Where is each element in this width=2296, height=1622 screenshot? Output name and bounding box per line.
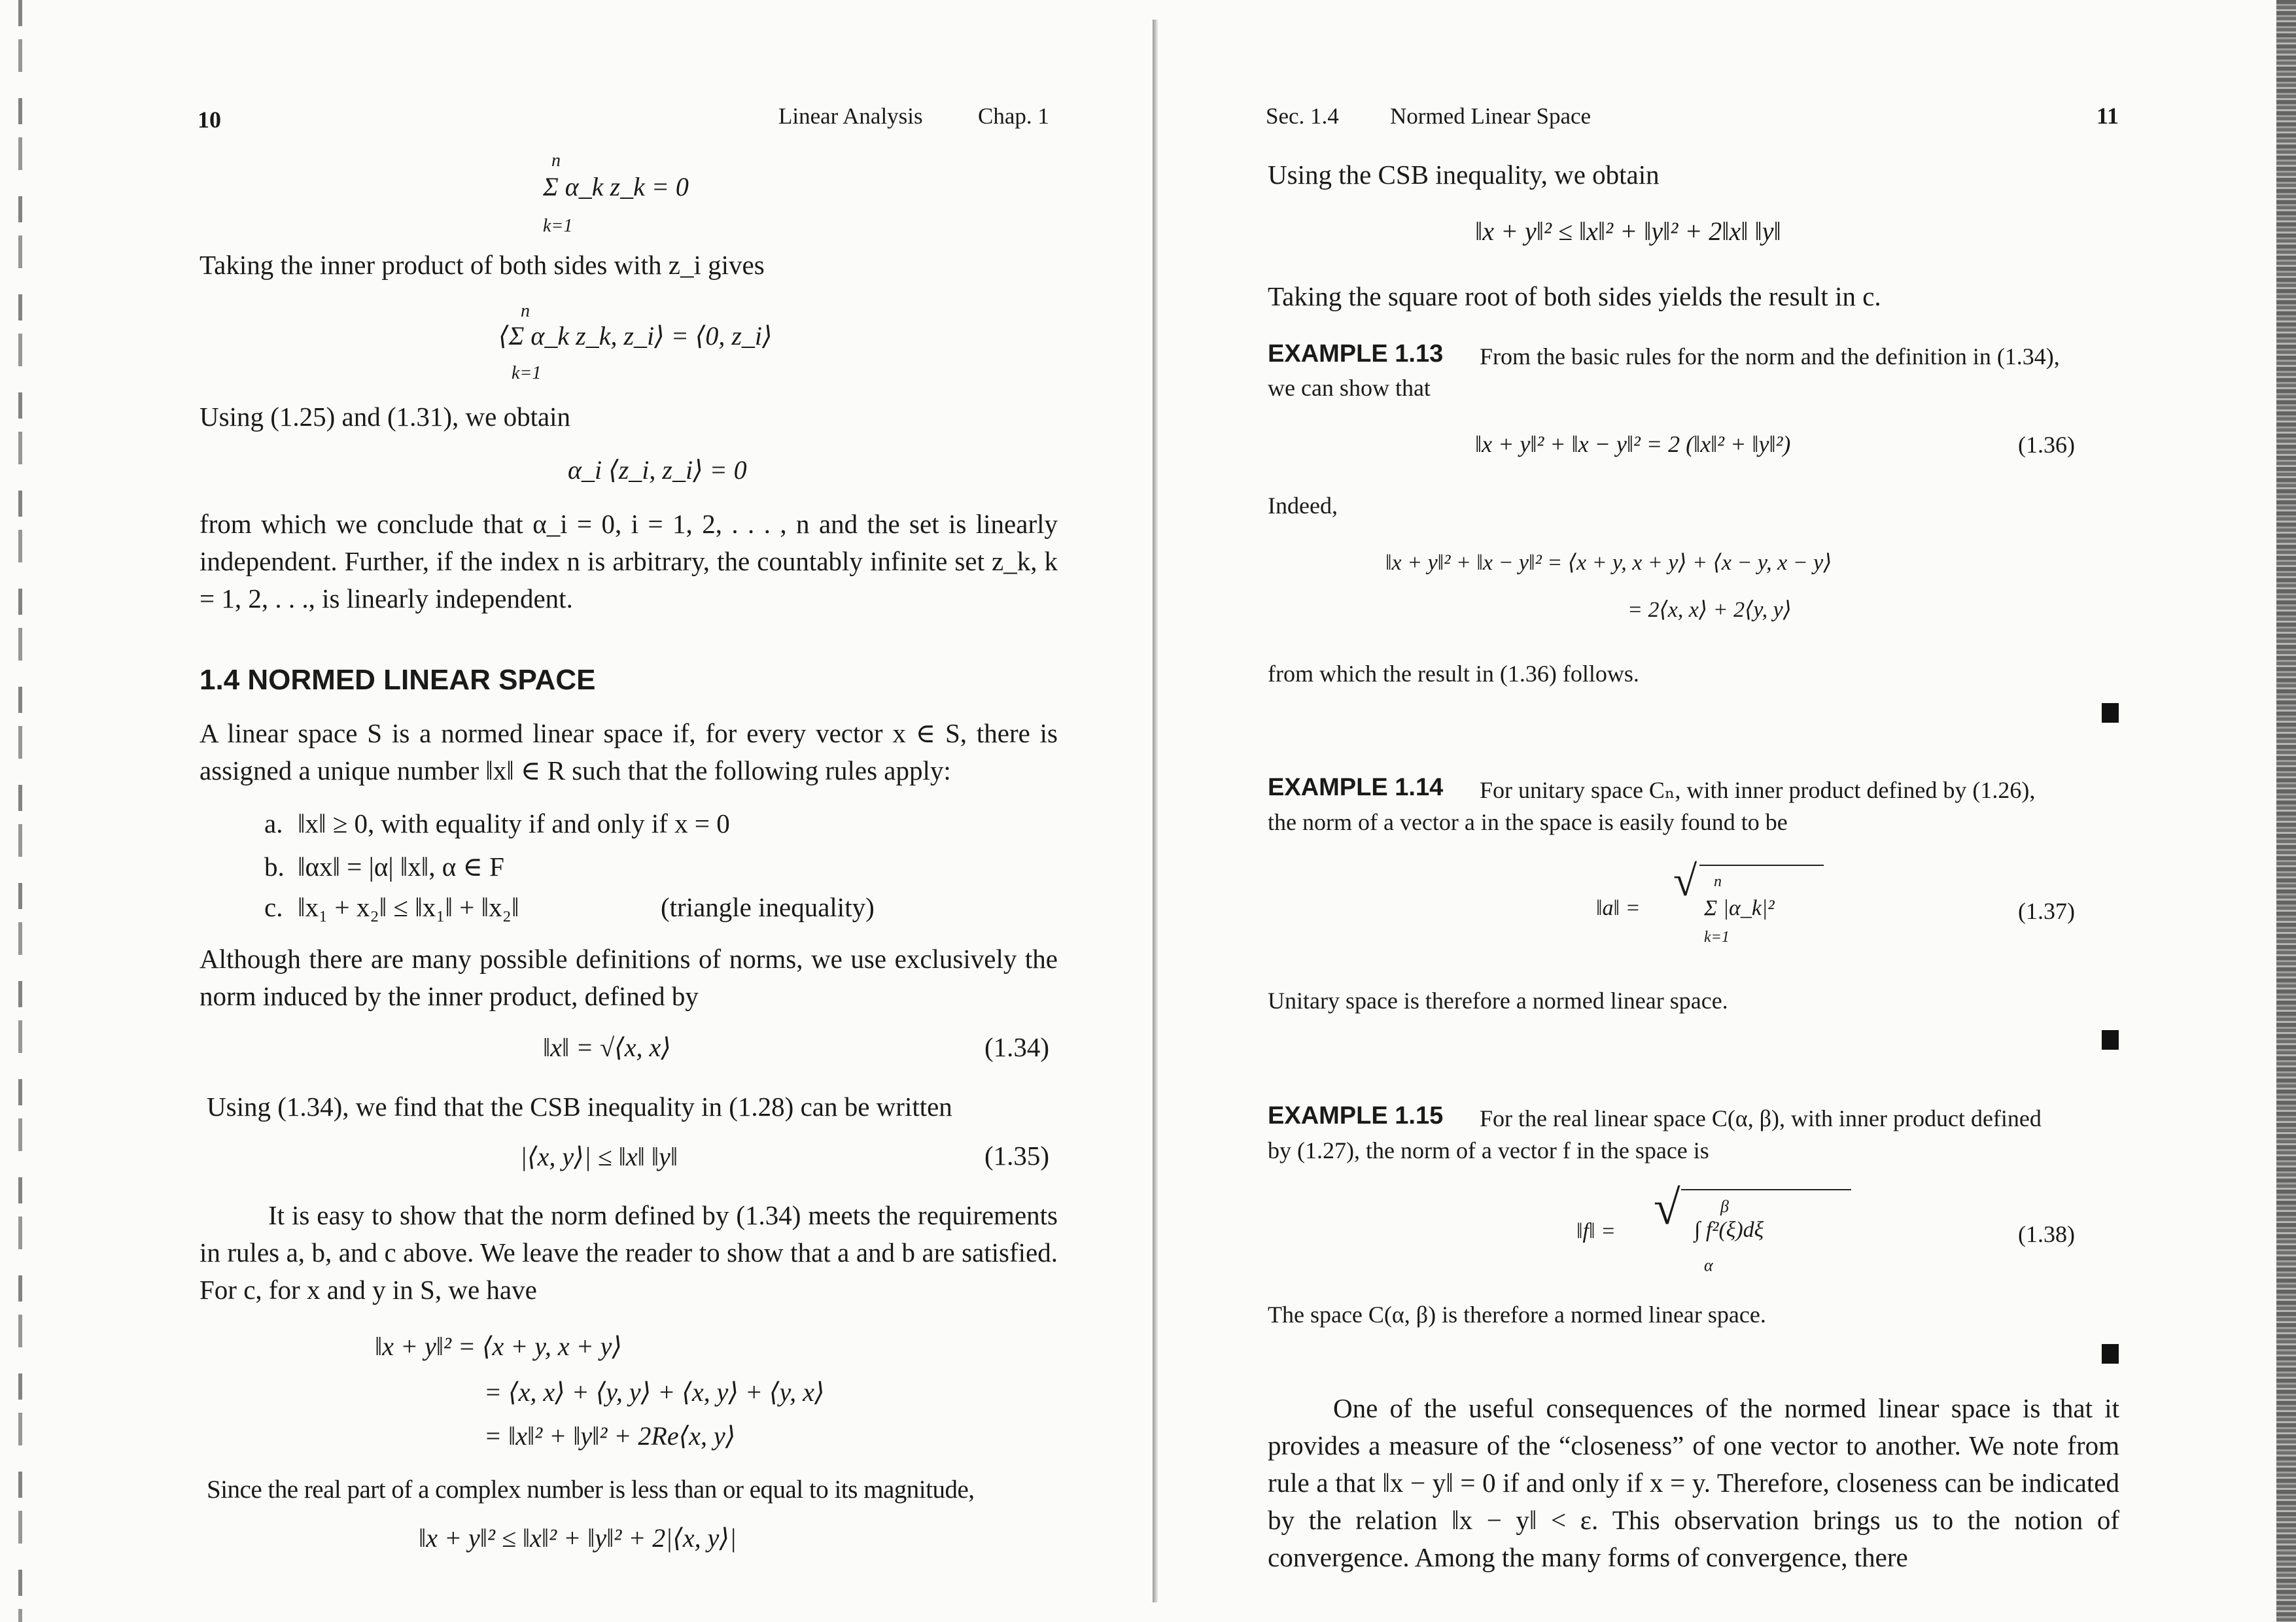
equation-last: ‖x + y‖² ≤ ‖x‖² + ‖y‖² + 2|⟨x, y⟩| bbox=[419, 1523, 737, 1553]
paragraph-independent: from which we conclude that α_i = 0, i = 1, 2, . . . , n and the set is linearly independent. Further, if the index n is arbitrary, the countably infinite set z_k, k = 1, 2, . . ., is linearly independent. bbox=[200, 509, 1058, 613]
example-113-label: EXAMPLE 1.13 bbox=[1268, 340, 1444, 368]
sqrt-bar-138 bbox=[1681, 1189, 1851, 1190]
indeed-label: Indeed, bbox=[1268, 492, 1338, 519]
example-114-label: EXAMPLE 1.14 bbox=[1268, 774, 1444, 801]
integral-lower-138: α bbox=[1704, 1256, 1713, 1275]
equation-inner-product: ⟨Σ α_k z_k, z_i⟩ = ⟨0, z_i⟩ bbox=[498, 321, 773, 351]
paragraph-sqrt: Taking the square root of both sides yields the result in c. bbox=[1268, 281, 1881, 311]
qed-box-114 bbox=[2102, 1030, 2119, 1050]
sum-upper-137: n bbox=[1714, 873, 1722, 890]
example-115-text-1: For the real linear space C(α, β), with inner product defined bbox=[1480, 1105, 2042, 1131]
equation-indeed-1: ‖x + y‖² + ‖x − y‖² = ⟨x + y, x + y⟩ + ⟨x − y, x − y⟩ bbox=[1385, 551, 1832, 575]
equation-134: ‖x‖ = √⟨x, x⟩ bbox=[543, 1033, 671, 1062]
integral-upper-138: β bbox=[1720, 1197, 1729, 1216]
example-114-text-1: For unitary space Cₙ, with inner product defined by (1.26), bbox=[1480, 777, 2036, 803]
page-number-left: 10 bbox=[198, 107, 221, 133]
rule-c-text: ‖x₁ + x₂‖ ≤ ‖x₁‖ + ‖x₂‖ bbox=[298, 892, 519, 922]
paragraph-using-csb: Using the CSB inequality, we obtain bbox=[1268, 160, 1660, 190]
paragraph-closeness: One of the useful consequences of the normed linear space is that it provides a measure of the “closeness” of one vector to another. We note from rule a that ‖x − y‖ = 0 if and only if x = y. Therefore, closeness can be indicated by the relation ‖x − y‖ < ε. This observation brings us to the notion of convergence. Among the many forms of convergence, there bbox=[1268, 1393, 2119, 1572]
equation-136: ‖x + y‖² + ‖x − y‖² = 2 (‖x‖² + ‖y‖²) bbox=[1475, 431, 1791, 457]
rule-b-label: b. bbox=[264, 852, 285, 882]
sum-lower-limit: k=1 bbox=[543, 216, 573, 236]
equation-136-number: (1.36) bbox=[2018, 432, 2075, 458]
paragraph-csb: Using (1.34), we find that the CSB inequality in (1.28) can be written bbox=[207, 1092, 952, 1122]
sum-lower-limit-2: k=1 bbox=[512, 363, 542, 383]
equation-135-number: (1.35) bbox=[984, 1141, 1050, 1171]
page-number-right: 11 bbox=[2096, 103, 2119, 129]
paragraph-inner-product: Taking the inner product of both sides with z_i gives bbox=[200, 250, 765, 280]
chapter-label: Chap. 1 bbox=[978, 103, 1049, 129]
equation-expand-1: ‖x + y‖² = ⟨x + y, x + y⟩ bbox=[375, 1332, 622, 1361]
right-page bbox=[1151, 0, 2296, 1622]
equation-134-number: (1.34) bbox=[984, 1032, 1050, 1062]
example-114-text-2: the norm of a vector a in the space is easily found to be bbox=[1268, 809, 1788, 835]
qed-box-113 bbox=[2102, 703, 2119, 723]
rule-a-label: a. bbox=[264, 808, 283, 838]
equation-csb: ‖x + y‖² ≤ ‖x‖² + ‖y‖² + 2‖x‖ ‖y‖ bbox=[1475, 216, 1781, 246]
section-ref: Sec. 1.4 bbox=[1266, 103, 1339, 129]
running-head-right: Normed Linear Space bbox=[1390, 103, 1592, 129]
sqrt-sign-138: √ bbox=[1654, 1181, 1680, 1235]
example-113-end: from which the result in (1.36) follows. bbox=[1268, 661, 1639, 687]
example-115-label: EXAMPLE 1.15 bbox=[1268, 1102, 1444, 1130]
rule-c-note: (triangle inequality) bbox=[661, 892, 875, 922]
paragraph-norms: Although there are many possible definitions of norms, we use exclusively the norm induced by the inner product, defined by bbox=[200, 944, 1058, 1011]
rule-a-text: ‖x‖ ≥ 0, with equality if and only if x = 0 bbox=[298, 808, 730, 838]
equation-135: |⟨x, y⟩| ≤ ‖x‖ ‖y‖ bbox=[520, 1142, 678, 1171]
equation-138-int: ∫ f²(ξ)dξ bbox=[1694, 1218, 1764, 1242]
sum-upper-limit: n bbox=[551, 150, 561, 171]
running-head-left: Linear Analysis bbox=[778, 103, 923, 129]
equation-137-lhs: ‖a‖ = bbox=[1596, 896, 1641, 920]
equation-138-lhs: ‖f‖ = bbox=[1576, 1219, 1616, 1243]
example-113-text-2: we can show that bbox=[1268, 375, 1431, 401]
sum-lower-137: k=1 bbox=[1704, 929, 1730, 946]
equation-alpha: α_i ⟨z_i, z_i⟩ = 0 bbox=[568, 455, 747, 485]
rule-b-text: ‖αx‖ = |α| ‖x‖, α ∈ F bbox=[298, 852, 504, 882]
section-heading: 1.4 NORMED LINEAR SPACE bbox=[200, 664, 596, 696]
equation-expand-3: = ‖x‖² + ‖y‖² + 2Re⟨x, y⟩ bbox=[484, 1421, 736, 1451]
equation-sum-zero: Σ α_k z_k = 0 bbox=[543, 172, 689, 201]
example-113-text-1: From the basic rules for the norm and the definition in (1.34), bbox=[1480, 343, 2060, 370]
qed-box-115 bbox=[2102, 1344, 2119, 1364]
equation-indeed-2: = 2⟨x, x⟩ + 2⟨y, y⟩ bbox=[1627, 598, 1792, 622]
sqrt-sign-137: √ bbox=[1673, 857, 1697, 905]
sqrt-bar-137 bbox=[1699, 865, 1824, 866]
paragraph-easy: It is easy to show that the norm defined by (1.34) meets the requirements in rules a, b, and c above. We leave the reader to show that a and b are satisfied. For c, for x and y in S, we have bbox=[200, 1200, 1058, 1305]
example-114-end: Unitary space is therefore a normed linear space. bbox=[1268, 988, 1728, 1014]
sum-upper-limit-2: n bbox=[521, 301, 530, 321]
paragraph-using: Using (1.25) and (1.31), we obtain bbox=[200, 402, 571, 432]
example-115-text-2: by (1.27), the norm of a vector f in the space is bbox=[1268, 1137, 1709, 1164]
equation-expand-2: = ⟨x, x⟩ + ⟨y, y⟩ + ⟨x, y⟩ + ⟨y, x⟩ bbox=[484, 1377, 825, 1407]
rule-c-label: c. bbox=[264, 892, 283, 922]
paragraph-real-part: Since the real part of a complex number is less than or equal to its magnitude, bbox=[207, 1475, 975, 1504]
equation-138-number: (1.38) bbox=[2018, 1221, 2075, 1247]
paragraph-definition: A linear space S is a normed linear space if, for every vector x ∈ S, there is assigned a unique number ‖x‖ ∈ R such that the following rules apply: bbox=[200, 718, 1058, 785]
equation-137-sum: Σ |α_k|² bbox=[1704, 896, 1775, 920]
equation-137-number: (1.37) bbox=[2018, 898, 2075, 924]
example-115-end: The space C(α, β) is therefore a normed linear space. bbox=[1268, 1302, 1766, 1328]
